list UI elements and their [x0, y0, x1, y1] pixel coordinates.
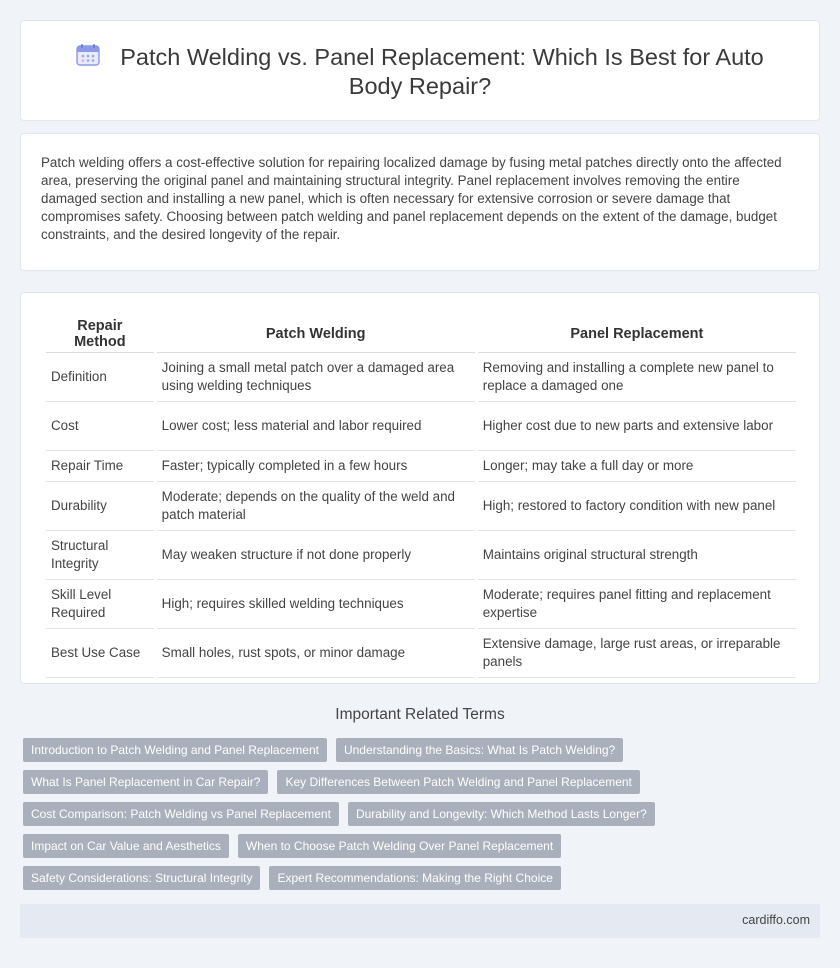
- patch-welding-cell: Joining a small metal patch over a damaged area using welding techniques: [157, 353, 475, 402]
- panel-replacement-cell: Longer; may take a full day or more: [478, 451, 796, 482]
- comparison-table-card: [20, 292, 820, 684]
- panel-replacement-cell: High; restored to factory condition with new panel: [478, 482, 796, 531]
- page-title-text: Patch Welding vs. Panel Replacement: Which Is Best for Auto Body Repair?: [120, 44, 764, 99]
- related-terms-list: [23, 738, 813, 898]
- patch-welding-cell: Moderate; depends on the quality of the weld and patch material: [157, 482, 475, 531]
- related-term-tag[interactable]: When to Choose Patch Welding Over Panel Replacement: [238, 834, 561, 858]
- patch-welding-cell: Faster; typically completed in a few hours: [157, 451, 475, 482]
- row-label: Cost: [46, 402, 154, 451]
- footer: [20, 904, 820, 938]
- row-label: Repair Time: [46, 451, 154, 482]
- panel-replacement-cell: Removing and installing a complete new panel to replace a damaged one: [478, 353, 796, 402]
- calendar-icon: [76, 44, 100, 66]
- related-term-tag[interactable]: Introduction to Patch Welding and Panel Replacement: [23, 738, 327, 762]
- row-label: Best Use Case: [46, 629, 154, 678]
- table-row: [46, 580, 796, 629]
- patch-welding-cell: Small holes, rust spots, or minor damage: [157, 629, 475, 678]
- related-term-tag[interactable]: What Is Panel Replacement in Car Repair?: [23, 770, 268, 794]
- related-term-tag[interactable]: Expert Recommendations: Making the Right Choice: [269, 866, 560, 890]
- column-header-repair-method: Repair Method: [46, 315, 154, 353]
- panel-replacement-cell: Maintains original structural strength: [478, 531, 796, 580]
- intro-card: [20, 133, 820, 271]
- related-term-tag[interactable]: Durability and Longevity: Which Method Lasts Longer?: [348, 802, 655, 826]
- table-header-row: [46, 315, 796, 353]
- table-row: [46, 451, 796, 482]
- related-terms-heading: Important Related Terms: [335, 706, 505, 723]
- patch-welding-cell: Lower cost; less material and labor required: [157, 402, 475, 451]
- page-title: [61, 43, 779, 101]
- footer-site-link[interactable]: cardiffo.com: [742, 913, 810, 927]
- related-term-tag[interactable]: Cost Comparison: Patch Welding vs Panel Replacement: [23, 802, 339, 826]
- column-header-patch-welding: Patch Welding: [157, 315, 475, 353]
- comparison-table: [43, 315, 799, 678]
- table-row: [46, 629, 796, 678]
- intro-paragraph: Patch welding offers a cost-effective solution for repairing localized damage by fusing metal patches directly onto the affected area, preserving the original panel and maintaining structural integrity. Panel replacement involves removing the entire damaged section and installing a new panel, which is often necessary for extensive corrosion or severe damage that compromises safety. Choosing between patch welding and panel replacement depends on the extent of the damage, budget constraints, and the desired longevity of the repair.: [41, 155, 782, 242]
- patch-welding-cell: High; requires skilled welding techniques: [157, 580, 475, 629]
- table-row: [46, 402, 796, 451]
- row-label: Structural Integrity: [46, 531, 154, 580]
- panel-replacement-cell: Extensive damage, large rust areas, or irreparable panels: [478, 629, 796, 678]
- patch-welding-cell: May weaken structure if not done properly: [157, 531, 475, 580]
- related-term-tag[interactable]: Impact on Car Value and Aesthetics: [23, 834, 229, 858]
- table-row: [46, 531, 796, 580]
- table-row: [46, 482, 796, 531]
- related-term-tag[interactable]: Key Differences Between Patch Welding and Panel Replacement: [277, 770, 639, 794]
- column-header-panel-replacement: Panel Replacement: [478, 315, 796, 353]
- panel-replacement-cell: Moderate; requires panel fitting and replacement expertise: [478, 580, 796, 629]
- header-card: [20, 20, 820, 121]
- row-label: Definition: [46, 353, 154, 402]
- row-label: Durability: [46, 482, 154, 531]
- row-label: Skill Level Required: [46, 580, 154, 629]
- related-term-tag[interactable]: Understanding the Basics: What Is Patch Welding?: [336, 738, 623, 762]
- panel-replacement-cell: Higher cost due to new parts and extensive labor: [478, 402, 796, 451]
- title-wrap: [21, 43, 819, 101]
- table-row: [46, 353, 796, 402]
- related-term-tag[interactable]: Safety Considerations: Structural Integrity: [23, 866, 260, 890]
